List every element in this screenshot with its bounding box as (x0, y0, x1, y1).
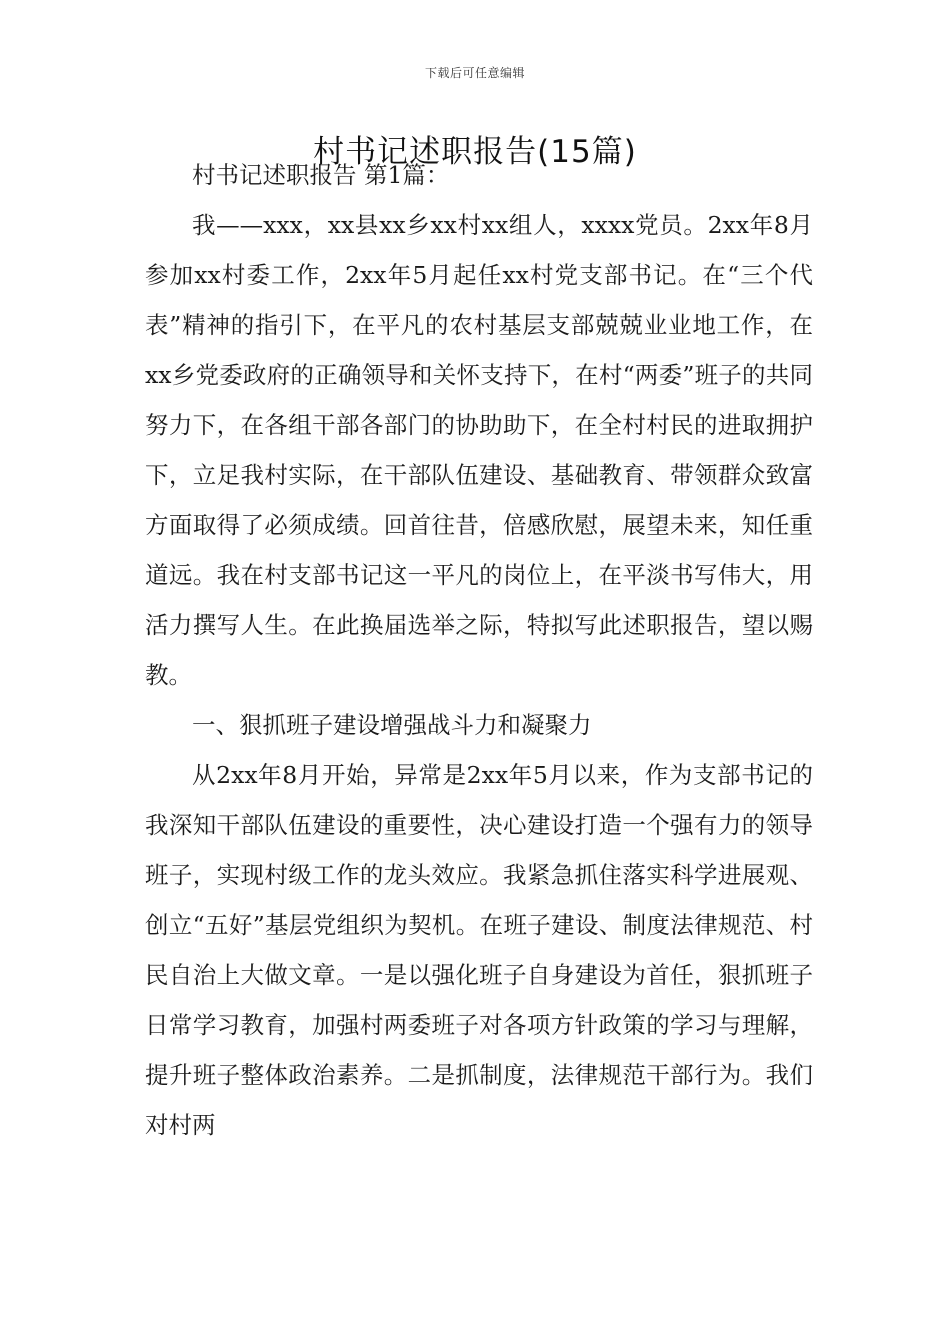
document-body (145, 150, 813, 1150)
section-heading-paragraph: 村书记述职报告 第1篇： (192, 161, 450, 189)
document-title: 村书记述职报告(15篇) (313, 134, 637, 170)
section-heading-paragraph: 一、狠抓班子建设增强战斗力和凝聚力 (192, 711, 592, 739)
body-paragraph: 我——xxx，xx县xx乡xx村xx组人，xxxx党员。2xx年8月参加xx村委工作，2xx年5月起任xx村党支部书记。在“三个代表”精神的指引下，在平凡的农村基层支部兢兢业业地工作，在xx乡党委政府的正确领导和关怀支持下，在村“两委”班子的共同努力下，在各组干部各部门的协助助下，在全村村民的进取拥护下，立足我村实际，在干部队伍建设、基础教育、带领群众致富方面取得了必须成绩。回首往昔，倍感欣慰，展望未来，知任重道远。我在村支部书记这一平凡的岗位上，在平淡书写伟大，用活力撰写人生。在此换届选举之际，特拟写此述职报告，望以赐教。 (145, 211, 813, 689)
body-paragraph: 从2xx年8月开始，异常是2xx年5月以来，作为支部书记的我深知干部队伍建设的重要性，决心建设打造一个强有力的领导班子，实现村级工作的龙头效应。我紧急抓住落实科学进展观、创立“五好”基层党组织为契机。在班子建设、制度法律规范、村民自治上大做文章。一是以强化班子自身建设为首任，狠抓班子日常学习教育，加强村两委班子对各项方针政策的学习与理解，提升班子整体政治素养。二是抓制度，法律规范干部行为。我们对村两 (145, 761, 813, 1139)
header-note: 下载后可任意编辑 (424, 66, 525, 80)
